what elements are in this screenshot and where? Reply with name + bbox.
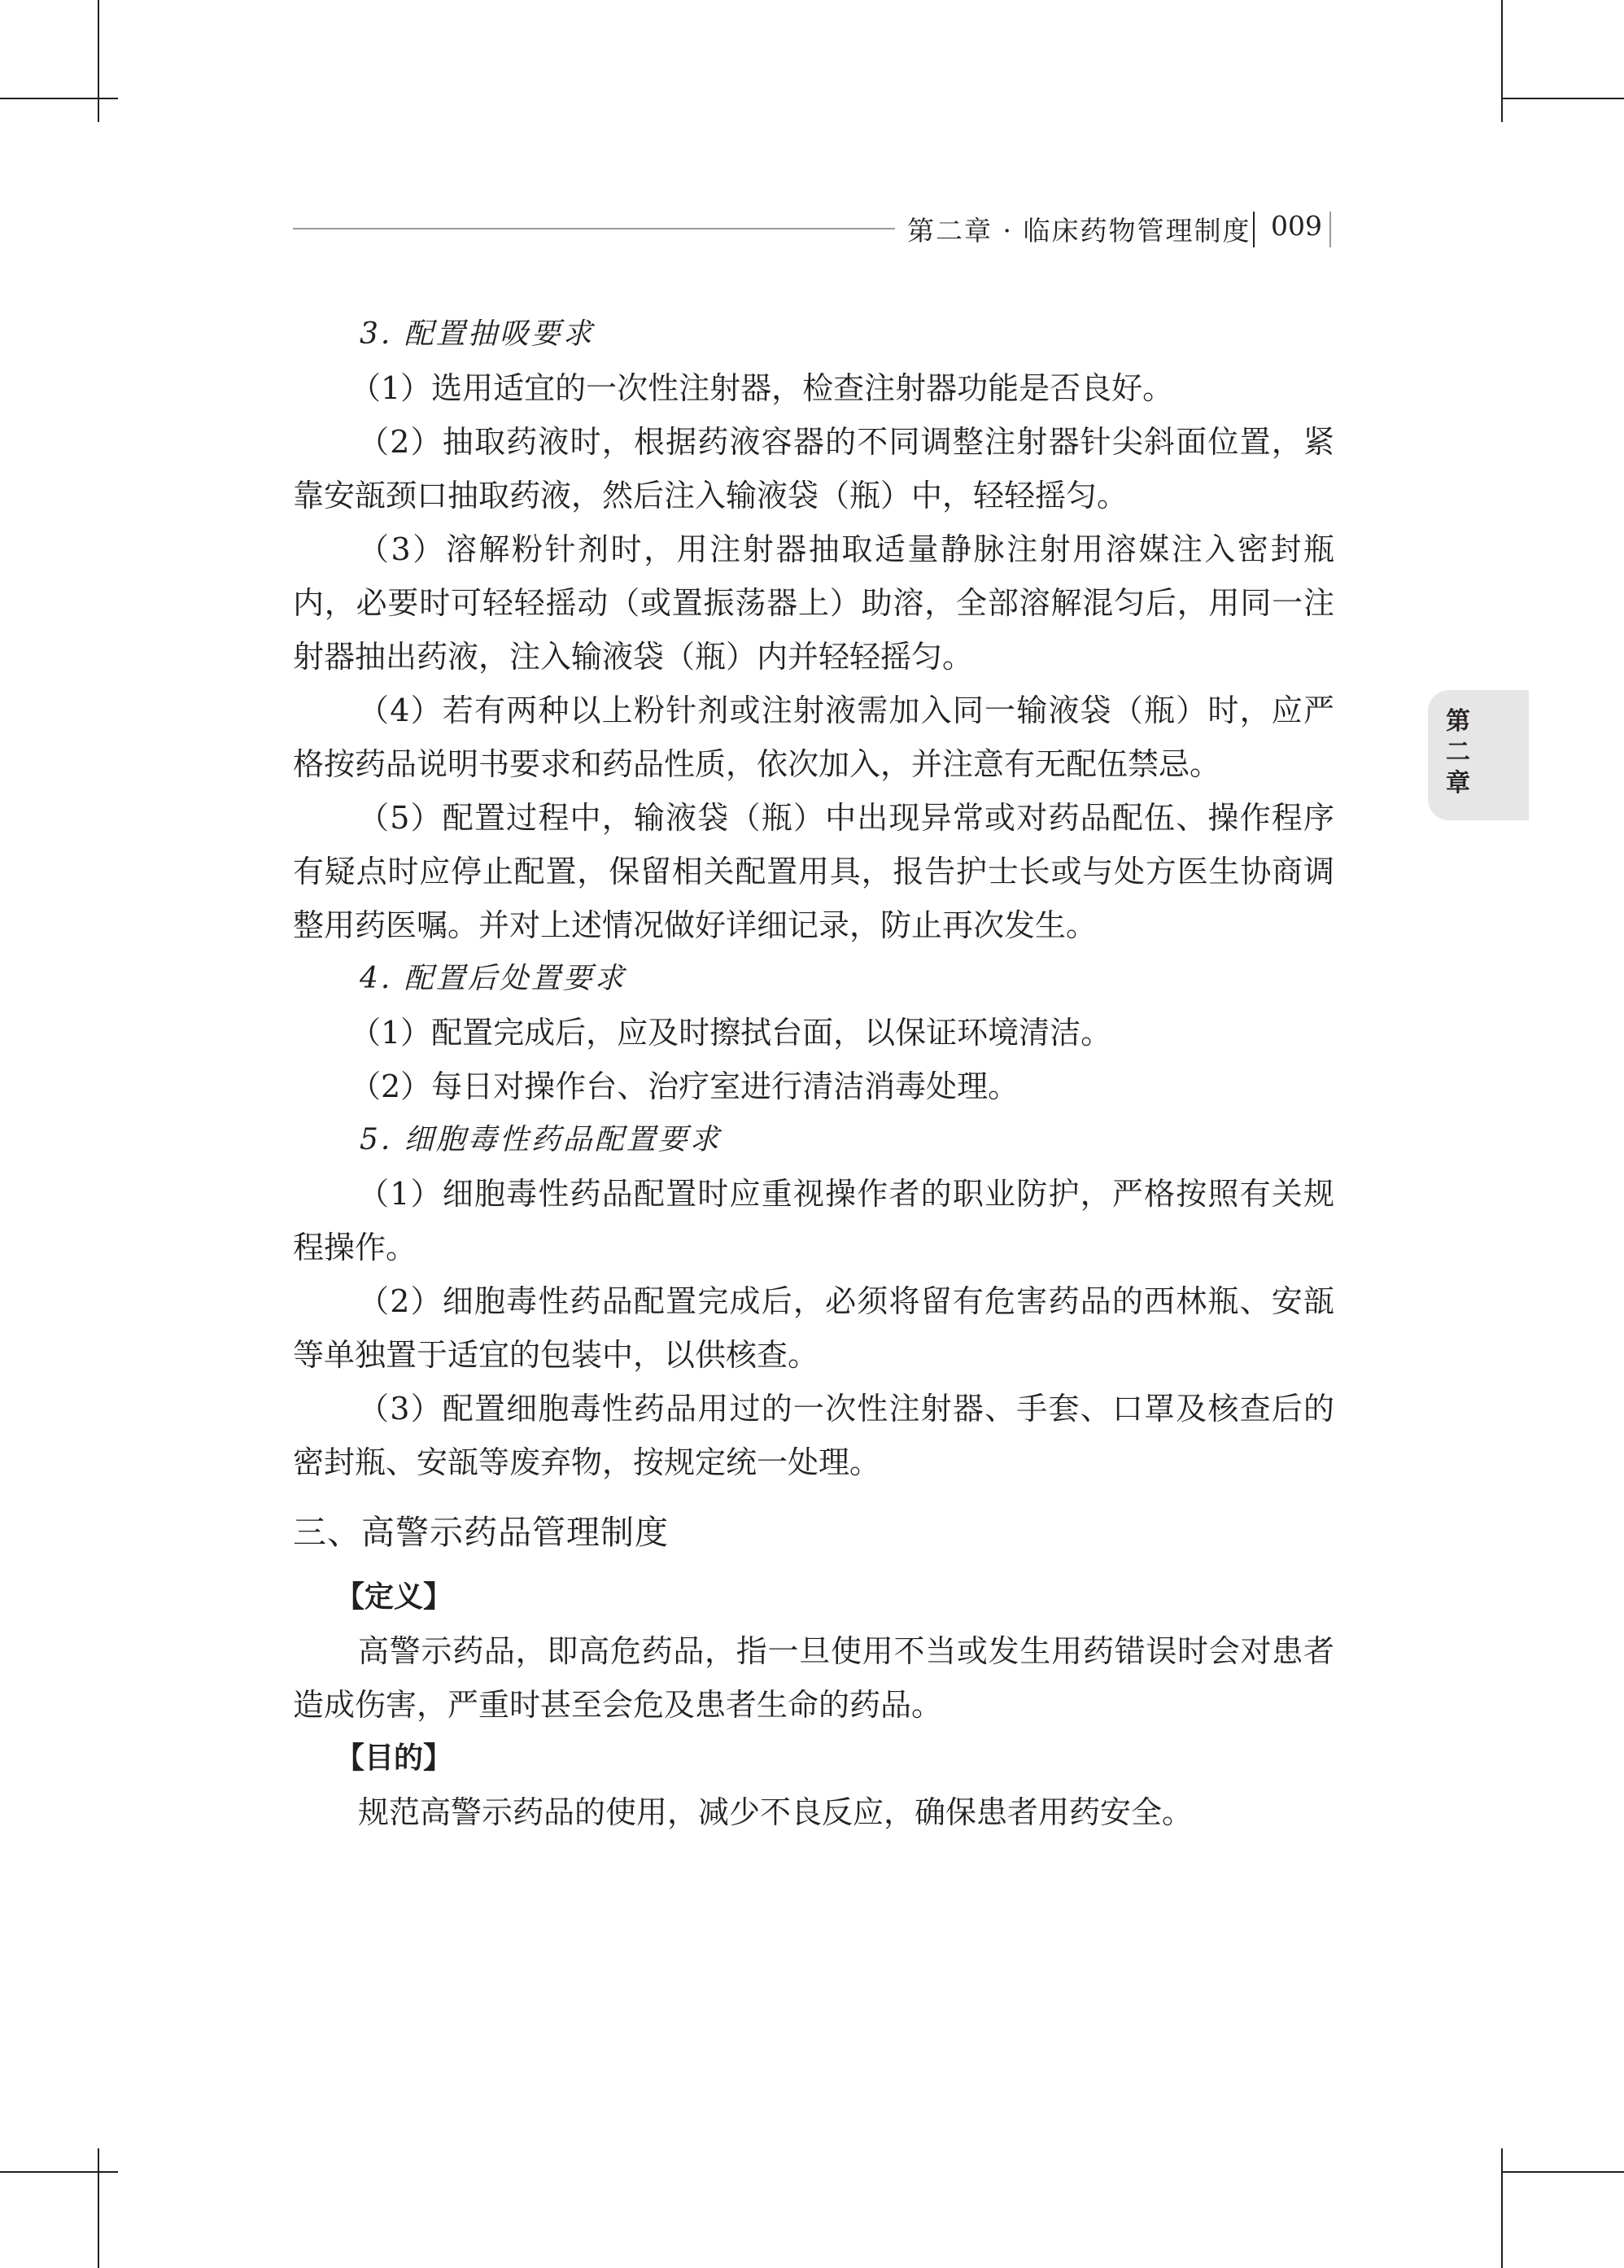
running-header-title: 第二章 · 临床药物管理制度 [907, 215, 1251, 247]
crop-mark [1501, 98, 1624, 99]
subsection-heading: 3. 配置抽吸要求 [360, 317, 595, 351]
paragraph: 高警示药品，即高危药品，指一旦使用不当或发生用药错误时会对患者造成伤害，严重时甚至会危及患者生命的药品。 [293, 1633, 1334, 1723]
crop-mark [98, 2148, 99, 2268]
header-separator [1329, 212, 1331, 247]
chapter-thumb-tab-label: 第二章 [1446, 707, 1470, 798]
header-separator [1253, 212, 1255, 247]
page-number: 009 [1271, 210, 1322, 242]
paragraph: （2）每日对操作台、治疗室进行清洁消毒处理。 [350, 1068, 1019, 1104]
crop-mark [0, 98, 118, 99]
page-body [293, 308, 1334, 1839]
section-heading: 三、高警示药品管理制度 [293, 1513, 669, 1552]
subsection-heading: 5. 细胞毒性药品配置要求 [360, 1123, 722, 1156]
paragraph: （1）细胞毒性药品配置时应重视操作者的职业防护，严格按照有关规程操作。 [293, 1176, 1334, 1265]
paragraph: （2）细胞毒性药品配置完成后，必须将留有危害药品的西林瓶、安瓿等单独置于适宜的包装中，以供核查。 [293, 1283, 1334, 1373]
paragraph: 规范高警示药品的使用，减少不良反应，确保患者用药安全。 [358, 1794, 1194, 1830]
paragraph: （5）配置过程中，输液袋（瓶）中出现异常或对药品配伍、操作程序有疑点时应停止配置，保留相关配置用具，报告护士长或与处方医生协商调整用药医嘱。并对上述情况做好详细记录，防止再次发生。 [293, 800, 1334, 943]
definition-label: 【定义】 [335, 1580, 453, 1614]
paragraph: （2）抽取药液时，根据药液容器的不同调整注射器针尖斜面位置，紧靠安瓿颈口抽取药液，然后注入输液袋（瓶）中，轻轻摇匀。 [293, 424, 1334, 513]
crop-mark [1501, 2148, 1503, 2268]
paragraph: （3）配置细胞毒性药品用过的一次性注射器、手套、口罩及核查后的密封瓶、安瓿等废弃物，按规定统一处理。 [293, 1391, 1334, 1480]
subsection-heading: 4. 配置后处置要求 [360, 962, 626, 995]
header-rule [293, 228, 895, 229]
purpose-label: 【目的】 [335, 1741, 453, 1775]
paragraph: （4）若有两种以上粉针剂或注射液需加入同一输液袋（瓶）时，应严格按药品说明书要求和药品性质，依次加入，并注意有无配伍禁忌。 [293, 693, 1334, 782]
paragraph: （3）溶解粉针剂时，用注射器抽取适量静脉注射用溶媒注入密封瓶内，必要时可轻轻摇动（或置振荡器上）助溶，全部溶解混匀后，用同一注射器抽出药液，注入输液袋（瓶）内并轻轻摇匀。 [293, 531, 1334, 675]
crop-mark [1501, 0, 1503, 122]
crop-mark [1501, 2171, 1624, 2173]
crop-mark [98, 0, 99, 122]
paragraph: （1）选用适宜的一次性注射器，检查注射器功能是否良好。 [350, 370, 1174, 406]
crop-mark [0, 2171, 118, 2173]
paragraph: （1）配置完成后，应及时擦拭台面，以保证环境清洁。 [350, 1015, 1112, 1051]
